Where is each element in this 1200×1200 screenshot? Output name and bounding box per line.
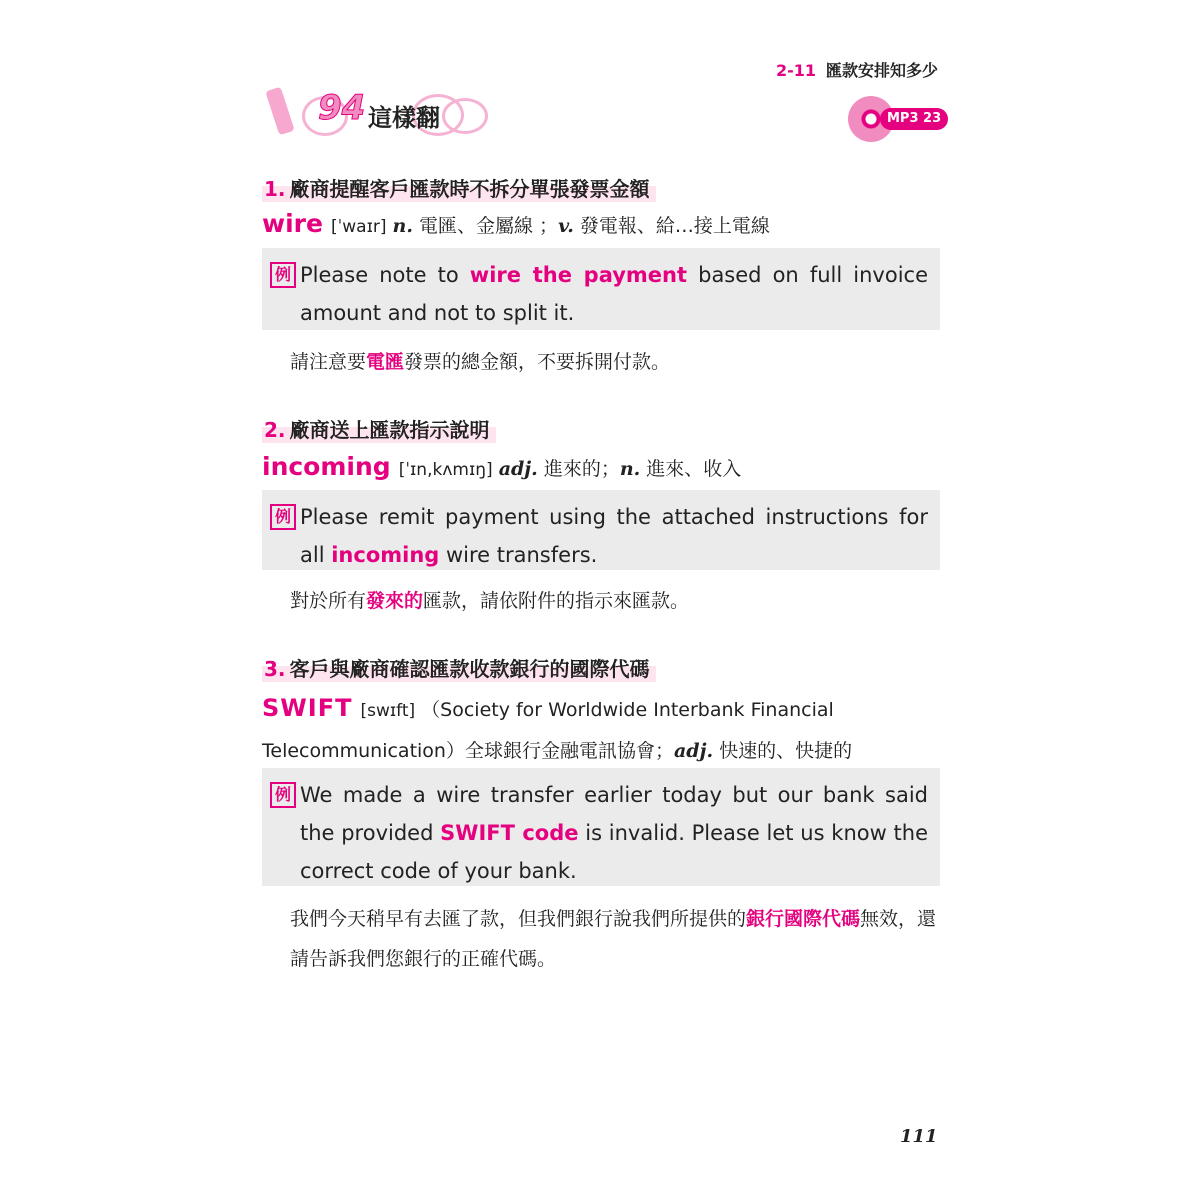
translation-highlight: 電匯 — [366, 351, 405, 373]
example-highlight: incoming — [331, 543, 440, 567]
vocab-entry — [262, 688, 942, 771]
mp3-badge[interactable] — [848, 96, 942, 142]
phonetic: [ˈɪn,kʌmɪŋ] — [398, 460, 493, 480]
translation — [290, 899, 940, 979]
pen-icon — [265, 87, 294, 136]
translation-text: 請注意要 — [290, 351, 367, 373]
example-text: is invalid. Please let us know the correct code of your bank. — [300, 821, 928, 883]
example-text: Please remit payment using the attached instructions for all — [300, 505, 928, 567]
chapter-header — [776, 58, 938, 81]
example-box — [262, 768, 940, 886]
mp3-label: MP3 23 — [880, 108, 948, 130]
page-number: 111 — [900, 1126, 938, 1147]
definition: 進來、收入 — [640, 458, 742, 480]
vocab-word: SWIFT — [262, 694, 353, 722]
translation-text: 無效，還請告訴我們您銀行的正確代碼。 — [290, 908, 937, 970]
vocab-word: incoming — [262, 452, 391, 481]
vocab-entry — [262, 209, 942, 238]
part-of-speech: adj. — [498, 458, 538, 480]
definition: 進來的； — [537, 458, 620, 480]
translation-highlight: 銀行國際代碼 — [746, 908, 861, 930]
translation-text: 我們今天稍早有去匯了款，但我們銀行說我們所提供的 — [290, 908, 747, 930]
section-number: 1. — [264, 177, 286, 201]
logo-number: 94 — [318, 88, 366, 128]
section-heading-text: 廠商送上匯款指示說明 — [289, 418, 490, 442]
part-of-speech: n. — [619, 458, 641, 480]
section-heading — [262, 414, 496, 443]
translation — [290, 581, 940, 621]
section-heading — [262, 653, 656, 682]
example-marker: 例 — [270, 262, 296, 288]
example-text: Please note to — [300, 263, 470, 287]
example-highlight: SWIFT code — [440, 821, 579, 845]
translation — [290, 342, 940, 382]
translation-text: 發票的總金額，不要拆開付款。 — [404, 351, 671, 373]
part-of-speech: adj. — [673, 740, 714, 762]
section-number: 2. — [264, 418, 286, 442]
example-marker: 例 — [270, 504, 296, 530]
definition: （Society for Worldwide Interbank Financial Telecommunication）全球銀行金融電訊協會； — [262, 699, 834, 762]
section-logo — [262, 84, 492, 144]
translation-text: 匯款，請依附件的指示來匯款。 — [423, 590, 690, 612]
vocab-entry — [262, 452, 942, 481]
section-heading — [262, 173, 656, 202]
logo-title: 這樣翻 — [368, 104, 440, 132]
example-box — [262, 248, 940, 330]
translation-text: 對於所有 — [290, 590, 367, 612]
example-highlight: wire the payment — [469, 263, 688, 287]
section-heading-text: 廠商提醒客戶匯款時不拆分單張發票金額 — [289, 177, 650, 201]
swirl-decoration — [442, 98, 488, 134]
chapter-title: 匯款安排知多少 — [825, 61, 938, 80]
definition: 快速的、快捷的 — [713, 740, 853, 762]
vocab-word: wire — [262, 209, 323, 238]
definition: 發電報、給…接上電線 — [573, 215, 770, 237]
translation-highlight: 發來的 — [366, 590, 424, 612]
definition: 電匯、金屬線 ； — [412, 215, 559, 237]
example-text: based on full invoice amount and not to split it. — [300, 263, 928, 325]
example-text: We made a wire transfer earlier today but our bank said the provided — [300, 783, 928, 845]
section-number: 3. — [264, 657, 286, 681]
phonetic: [ˈwaɪr] — [330, 217, 387, 237]
part-of-speech: n. — [392, 215, 413, 237]
chapter-number: 2-11 — [775, 61, 816, 80]
example-marker: 例 — [270, 782, 296, 808]
section-heading-text: 客戶與廠商確認匯款收款銀行的國際代碼 — [289, 657, 650, 681]
phonetic: [swɪft] — [360, 701, 416, 721]
part-of-speech: v. — [558, 215, 574, 237]
example-text: wire transfers. — [439, 543, 598, 567]
example-box — [262, 490, 940, 570]
